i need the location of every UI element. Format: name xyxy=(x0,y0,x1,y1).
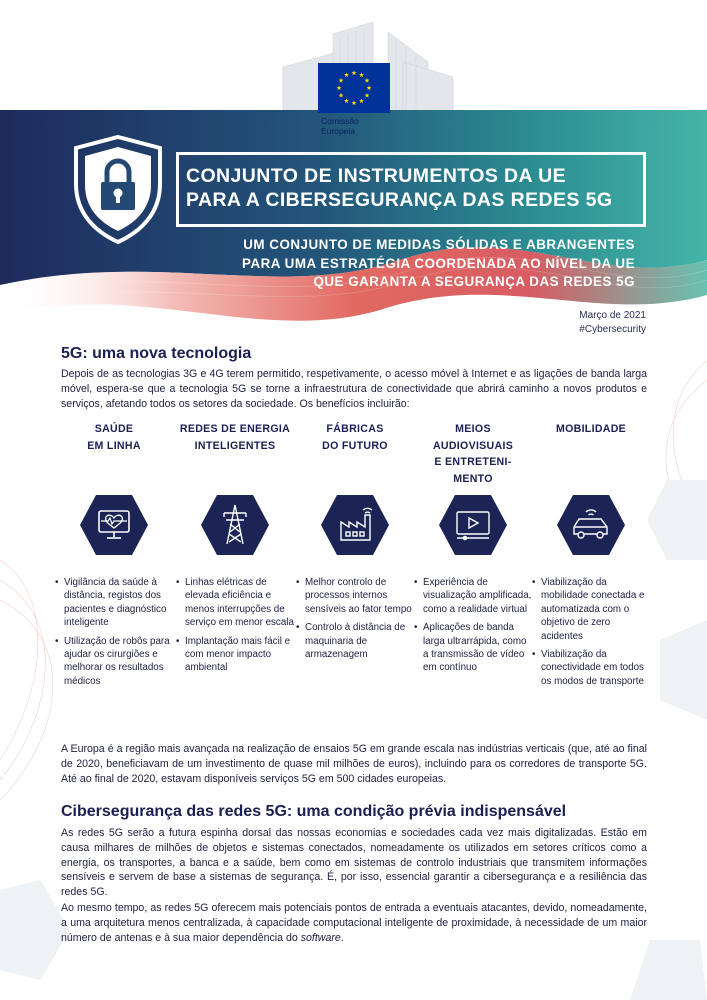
hashtag-link[interactable]: #Cybersecurity xyxy=(579,323,646,335)
bullet-item: • Viabilização da conectividade em todos os modos de transporte xyxy=(532,648,652,688)
bullet-item: • Linhas elétricas de elevada eficiência e menos interrupções de serviço em menor escala xyxy=(176,576,296,630)
publication-date: Março de 2021 xyxy=(579,310,646,321)
intro-paragraph: Depois de as tecnologias 3G e 4G terem permitido, respetivamente, o acesso móvel à Internet e as ligações de banda larga móvel, espera-se que a tecnologia 5G se torne a infraestrutura de conectividade que abrirá caminho a novos produtos e serviços, afetando todos os setores da sociedade. Os benefícios incluirão: xyxy=(61,368,647,410)
benefit-title: MOBILIDADE xyxy=(555,423,627,435)
section-heading-cybersecurity: Cibersegurança das redes 5G: uma condição prévia indispensável xyxy=(61,803,567,820)
eu-star-icon xyxy=(352,100,357,105)
eu-star-icon xyxy=(339,93,344,98)
eu-star-icon xyxy=(367,85,372,90)
eu-star-icon xyxy=(365,93,370,98)
bullet-item: • Aplicações de banda larga ultrarrápida, como a transmissão de vídeo em contínuo xyxy=(414,621,534,675)
document-subtitle: UM CONJUNTO DE MEDIDAS SÓLIDAS E ABRANGENTES PARA UMA ESTRATÉGIA COORDENADA AO NÍVEL DA UE QUE GARANTA A SEGURANÇA DAS REDES 5G xyxy=(242,237,635,289)
benefit-column-media xyxy=(414,421,532,674)
entry-points-paragraph: Ao mesmo tempo, as redes 5G oferecem mais potenciais pontos de entrada a eventuais atacantes, devido, nomeadamente, a uma arquitetura menos centralizada, à capacidade computacional inteligente de proximidade, à necessidade de um maior número de antenas e à sua maior dependência do software. xyxy=(61,902,647,944)
benefit-bullets xyxy=(176,576,296,680)
benefit-title: REDES DE ENERGIA INTELIGENTES xyxy=(179,423,291,452)
bullet-item: • Viabilização da mobilidade conectada e automatizada com o objetivo de zero acidentes xyxy=(532,576,652,643)
eu-star-icon xyxy=(365,78,370,83)
benefit-bullets xyxy=(55,576,175,693)
eu-star-icon xyxy=(359,72,364,77)
bullet-item: • Utilização de robôs para ajudar os cirurgiões e melhorar os resultados médicos xyxy=(55,635,175,689)
eu-star-icon xyxy=(339,78,344,83)
health-monitor-icon xyxy=(79,494,149,556)
document-title: CONJUNTO DE INSTRUMENTOS DA UE PARA A CIBERSEGURANÇA DAS REDES 5G xyxy=(186,165,613,211)
eu-flag-icon xyxy=(318,63,390,113)
europe-paragraph: A Europa é a região mais avançada na realização de ensaios 5G em grande escala nas indústrias verticais (que, até ao final de 2020, beneficiavam de um investimento de quase mil milhões de euros), incluindo para os corredores de transporte 5G. Até ao final de 2020, estavam disponíveis serviços 5G em 500 cidades europeias. xyxy=(61,743,647,785)
shield-lock-icon xyxy=(72,134,164,246)
bullet-item: • Melhor controlo de processos internos sensíveis ao fator tempo xyxy=(296,576,416,616)
bullet-item: • Vigilância da saúde à distância, registos dos pacientes e diagnóstico inteligente xyxy=(55,576,175,630)
benefit-bullets xyxy=(414,576,534,680)
connected-car-icon xyxy=(556,494,626,556)
european-commission-logo[interactable] xyxy=(318,63,390,143)
eu-star-icon xyxy=(337,85,342,90)
eu-star-icon xyxy=(344,98,349,103)
eu-star-icon xyxy=(359,98,364,103)
bullet-item: • Implantação mais fácil e com menor impacto ambiental xyxy=(176,635,296,675)
eu-star-icon xyxy=(344,72,349,77)
benefit-column-factories xyxy=(296,421,414,661)
video-screen-icon xyxy=(438,494,508,556)
eu-star-icon xyxy=(352,70,357,75)
section-heading-5g: 5G: uma nova tecnologia xyxy=(61,345,252,362)
backbone-paragraph: As redes 5G serão a futura espinha dorsal das nossas economias e sociedades cada vez mais digitalizadas. Estão em causa milhares de milhões de objetos e sistemas conectados, nomeadamente os utilizados em setores críticos como a energia, os transportes, a banca e a saúde, bem como em sistemas de controlo industriais que transmitem informações sensíveis e servem de base a sistemas de segurança. É, por isso, essencial garantir a cibersegurança e a resiliência das redes 5G. xyxy=(61,827,647,899)
bullet-item: • Experiência de visualização amplificada, como a realidade virtual xyxy=(414,576,534,616)
benefit-bullets xyxy=(532,576,652,693)
benefit-title: FÁBRICAS DO FUTURO xyxy=(322,423,388,452)
benefit-column-energy xyxy=(176,421,294,674)
logo-text: Comissão Europeia xyxy=(321,116,359,136)
publication-info xyxy=(579,309,646,336)
benefit-title: SAÚDE EM LINHA xyxy=(87,423,141,452)
benefit-column-mobility xyxy=(532,421,650,687)
benefit-column-health xyxy=(55,421,173,687)
factory-icon xyxy=(320,494,390,556)
power-pylon-icon xyxy=(200,494,270,556)
bullet-item: • Controlo à distância de maquinaria de armazenagem xyxy=(296,621,416,661)
benefit-bullets xyxy=(296,576,416,666)
benefit-title: MEIOS AUDIOVISUAIS E ENTRETENI- MENTO xyxy=(432,423,514,485)
